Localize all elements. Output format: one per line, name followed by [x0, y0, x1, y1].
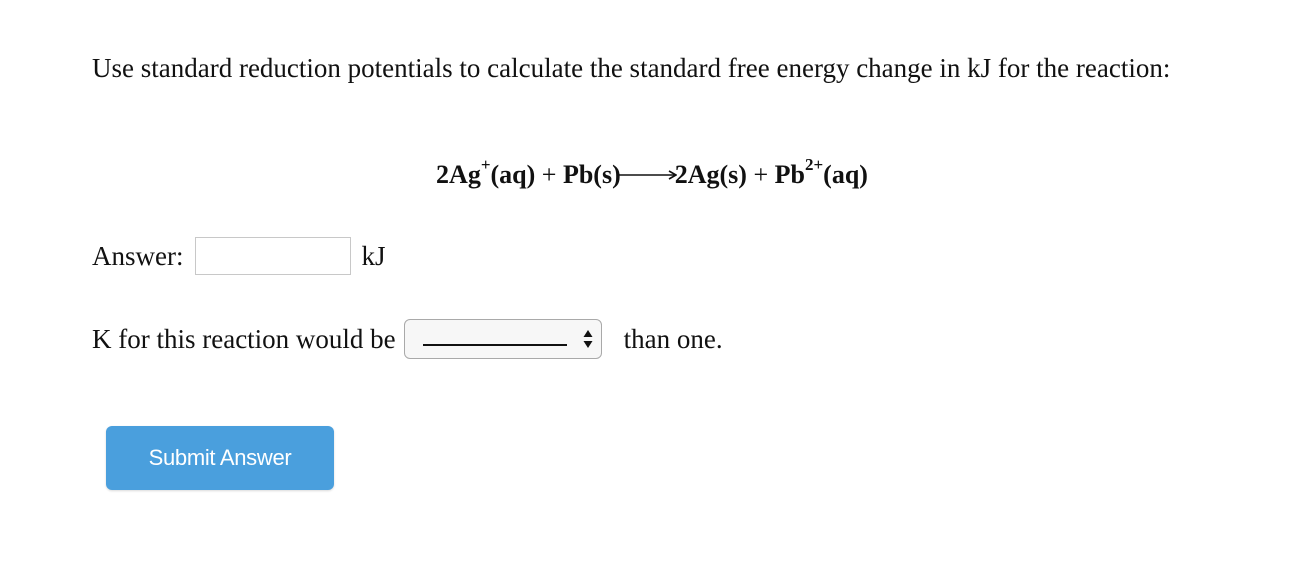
k-statement-row [92, 318, 723, 360]
reactant-silver: 2Ag [436, 160, 481, 189]
reactant-lead: Pb(s) [562, 160, 621, 189]
answer-input[interactable] [195, 237, 351, 275]
right-arrow-icon [619, 168, 677, 182]
answer-row [92, 235, 386, 277]
chemical-equation [0, 155, 1304, 190]
plus-sign: + [535, 160, 563, 189]
product-lead-state: (aq) [823, 160, 868, 189]
plus-sign: + [746, 160, 775, 189]
question-text: Use standard reduction potentials to calculate the standard free energy change in kJ for the reaction: [92, 53, 1171, 83]
answer-label: Answer: [92, 240, 184, 271]
k-statement-prefix: K for this reaction would be [92, 323, 396, 354]
comparison-select[interactable] [404, 319, 602, 359]
submit-answer-button[interactable]: Submit Answer [106, 426, 334, 490]
select-blank-line [423, 344, 567, 346]
reactant-silver-state: (aq) [490, 160, 536, 189]
answer-unit: kJ [361, 240, 386, 271]
lead-ion-charge: 2+ [804, 155, 824, 175]
k-statement-suffix: than one. [623, 323, 723, 354]
product-lead: Pb [774, 160, 805, 189]
silver-ion-charge: + [480, 155, 491, 175]
product-silver: 2Ag(s) [674, 160, 747, 189]
up-down-arrows-icon [583, 329, 593, 349]
